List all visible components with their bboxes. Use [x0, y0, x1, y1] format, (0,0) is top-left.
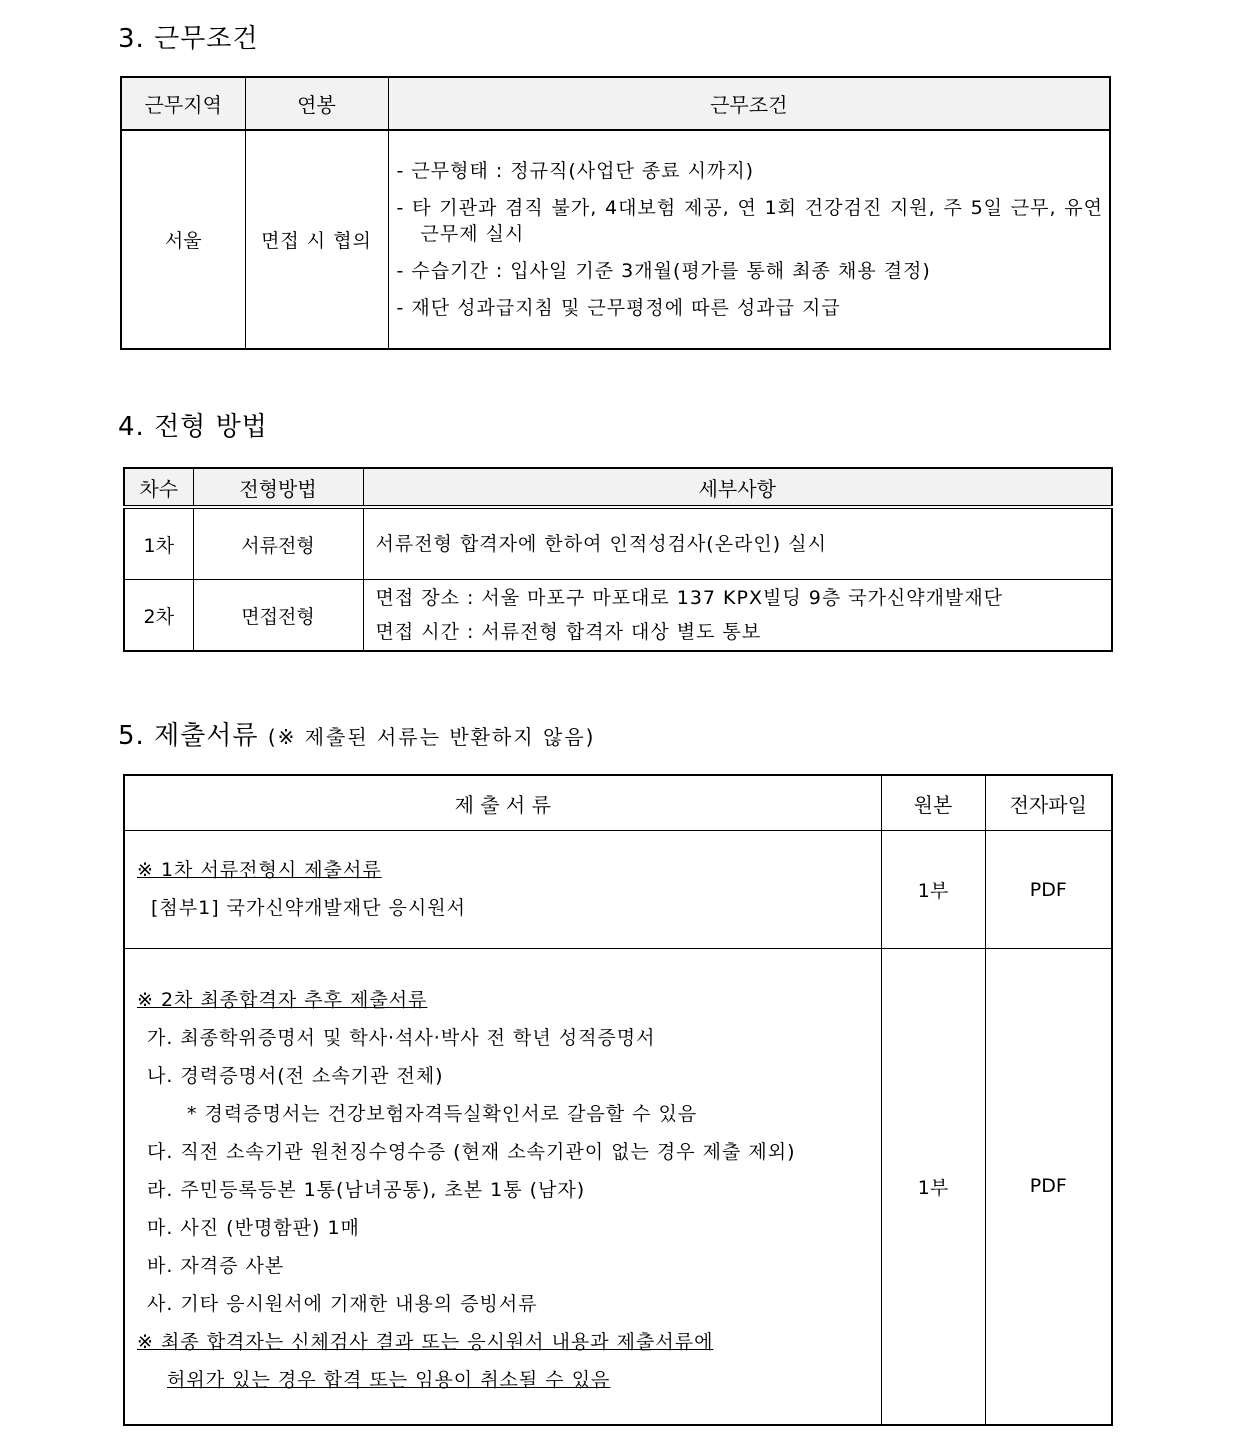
- details-cell: [363, 580, 1112, 652]
- section3-title: 3. 근무조건: [118, 24, 259, 54]
- doc-item: 바. 자격증 사본: [147, 1255, 285, 1277]
- file-cell: PDF: [985, 949, 1112, 1425]
- doc-item: 가. 최종학위증명서 및 학사·석사·박사 전 학년 성적증명서: [147, 1027, 656, 1049]
- header-method: 전형방법: [193, 468, 363, 507]
- section4-title: 4. 전형 방법: [118, 412, 268, 442]
- warning-line: ※ 최종 합격자는 신체검사 결과 또는 응시원서 내용과 제출서류에: [137, 1331, 714, 1353]
- row1-heading: ※ 1차 서류전형시 제출서류: [137, 859, 382, 881]
- header-details: 세부사항: [363, 468, 1112, 507]
- doc-item: 다. 직전 소속기관 원천징수영수증 (현재 소속기관이 없는 경우 제출 제외): [147, 1141, 796, 1163]
- section5-title: 5. 제출서류: [118, 721, 259, 751]
- header-original: 원본: [881, 775, 985, 831]
- details-cell: [363, 507, 1112, 580]
- condition-line: - 수습기간 : 입사일 기준 3개월(평가를 통해 최종 채용 결정): [396, 260, 931, 282]
- table-row: [124, 949, 1112, 1425]
- doc-item: 마. 사진 (반명함판) 1매: [147, 1217, 360, 1239]
- doc-item: 사. 기타 응시원서에 기재한 내용의 증빙서류: [147, 1293, 538, 1315]
- condition-line: - 타 기관과 겸직 불가, 4대보험 제공, 연 1회 건강검진 지원, 주 5일 근무, 유연근무제 실시: [396, 197, 1103, 245]
- header-conditions: 근무조건: [388, 77, 1110, 130]
- method-cell: 서류전형: [193, 507, 363, 580]
- table-row: [124, 507, 1112, 580]
- section5-heading: [118, 715, 595, 752]
- header-round: 차수: [124, 468, 193, 507]
- original-cell: 1부: [881, 949, 985, 1425]
- condition-line: - 재단 성과급지침 및 근무평정에 따른 성과급 지급: [396, 297, 841, 319]
- work-conditions-table: [120, 76, 1111, 350]
- selection-method-table: [123, 467, 1113, 652]
- header-salary: 연봉: [245, 77, 388, 130]
- doc-subitem: * 경력증명서는 건강보험자격득실확인서로 갈음할 수 있음: [187, 1103, 698, 1125]
- header-documents: 제 출 서 류: [124, 775, 881, 831]
- doc-item: [첨부1] 국가신약개발재단 응시원서: [151, 897, 466, 919]
- detail-line: 면접 장소 : 서울 마포구 마포대로 137 KPX빌딩 9층 국가신약개발재단: [375, 587, 1004, 609]
- condition-line: - 근무형태 : 정규직(사업단 종료 시까지): [396, 160, 755, 182]
- header-location: 근무지역: [121, 77, 245, 130]
- detail-line: 면접 시간 : 서류전형 합격자 대상 별도 통보: [375, 621, 762, 643]
- table-row: [124, 580, 1112, 652]
- section5-note: (※ 제출된 서류는 반환하지 않음): [267, 725, 596, 749]
- conditions-cell: [388, 130, 1110, 349]
- documents-cell: [124, 831, 881, 949]
- documents-cell: [124, 949, 881, 1425]
- file-cell: PDF: [985, 831, 1112, 949]
- row2-heading: ※ 2차 최종합격자 추후 제출서류: [137, 989, 428, 1011]
- round-cell: 1차: [124, 507, 193, 580]
- doc-item: 라. 주민등록등본 1통(남녀공통), 초본 1통 (남자): [147, 1179, 586, 1201]
- detail-line: 서류전형 합격자에 한하여 인적성검사(온라인) 실시: [375, 533, 827, 555]
- warning-line: 허위가 있는 경우 합격 또는 임용이 취소될 수 있음: [167, 1369, 611, 1391]
- method-cell: 면접전형: [193, 580, 363, 652]
- location-cell: 서울: [121, 130, 245, 349]
- original-cell: 1부: [881, 831, 985, 949]
- table-row: [124, 831, 1112, 949]
- documents-table: [123, 774, 1113, 1426]
- header-file: 전자파일: [985, 775, 1112, 831]
- doc-item: 나. 경력증명서(전 소속기관 전체): [147, 1065, 444, 1087]
- salary-cell: 면접 시 협의: [245, 130, 388, 349]
- round-cell: 2차: [124, 580, 193, 652]
